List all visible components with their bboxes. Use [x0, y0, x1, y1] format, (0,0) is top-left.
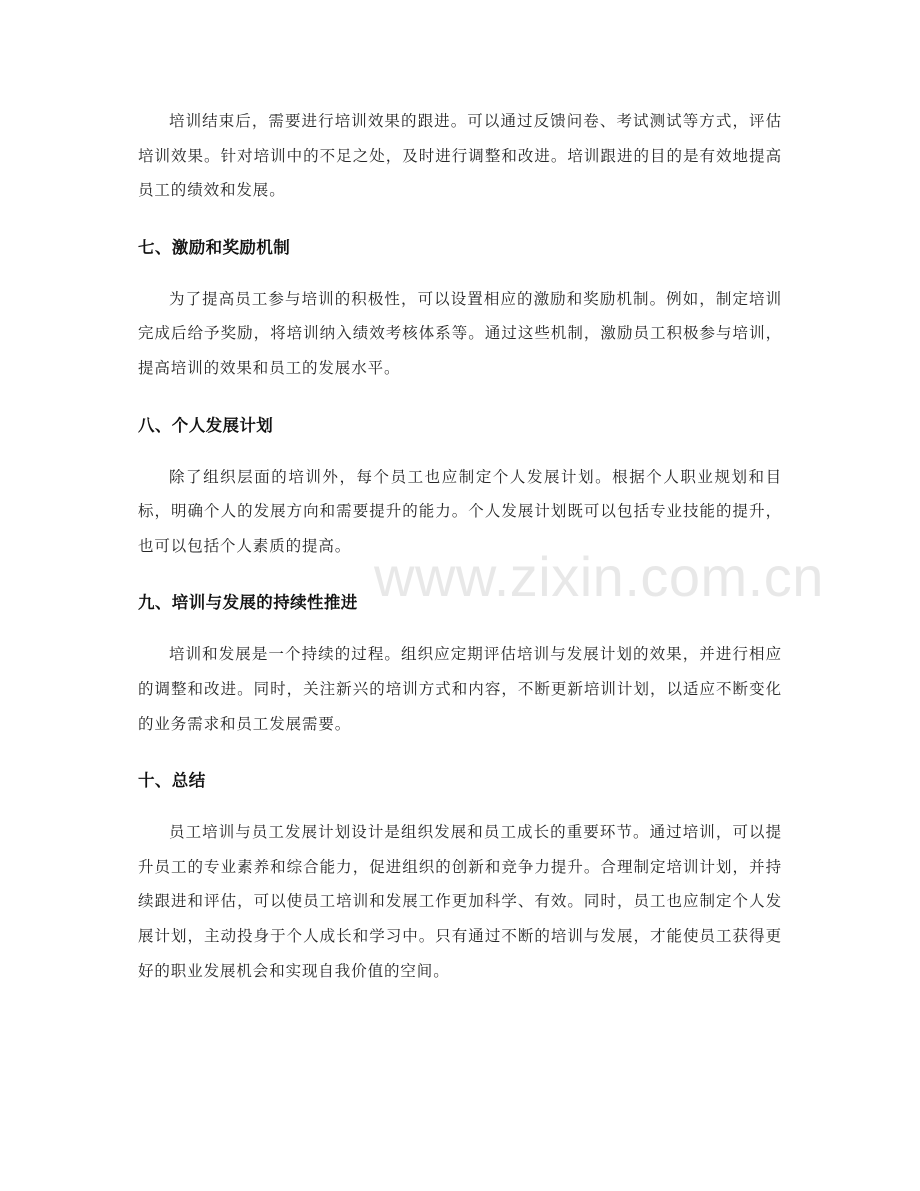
section-10-paragraph: 员工培训与员工发展计划设计是组织发展和员工成长的重要环节。通过培训，可以提升员工的专业素养和综合能力，促进组织的创新和竞争力提升。合理制定培训计划，并持续跟进和评估，可以使员工培训和发展工作更加科学、有效。同时，员工也应制定个人发展计划，主动投身于个人成长和学习中。只有通过不断的培训与发展，才能使员工获得更好的职业发展机会和实现自我价值的空间。 — [138, 823, 782, 980]
section-10-heading: 十、总结 — [138, 771, 206, 791]
section-7-paragraph: 为了提高员工参与培训的积极性，可以设置相应的激励和奖励机制。例如，制定培训完成后给予奖励，将培训纳入绩效考核体系等。通过这些机制，激励员工积极参与培训，提高培训的效果和员工的发展水平。 — [138, 289, 782, 377]
section-7-heading: 七、激励和奖励机制 — [138, 237, 291, 257]
intro-paragraph: 培训结束后，需要进行培训效果的跟进。可以通过反馈问卷、考试测试等方式，评估培训效果。针对培训中的不足之处，及时进行调整和改进。培训跟进的目的是有效地提高员工的绩效和发展。 — [138, 112, 782, 200]
section-9-heading: 九、培训与发展的持续性推进 — [138, 593, 358, 613]
section-8-heading: 八、个人发展计划 — [138, 415, 274, 435]
section-9-paragraph: 培训和发展是一个持续的过程。组织应定期评估培训与发展计划的效果，并进行相应的调整和改进。同时，关注新兴的培训方式和内容，不断更新培训计划，以适应不断变化的业务需求和员工发展需要。 — [138, 645, 782, 733]
document-body — [138, 104, 782, 988]
section-8-paragraph: 除了组织层面的培训外，每个员工也应制定个人发展计划。根据个人职业规划和目标，明确个人的发展方向和需要提升的能力。个人发展计划既可以包括专业技能的提升，也可以包括个人素质的提高。 — [138, 467, 782, 555]
watermark: www.zixin.com.cn — [374, 545, 824, 608]
